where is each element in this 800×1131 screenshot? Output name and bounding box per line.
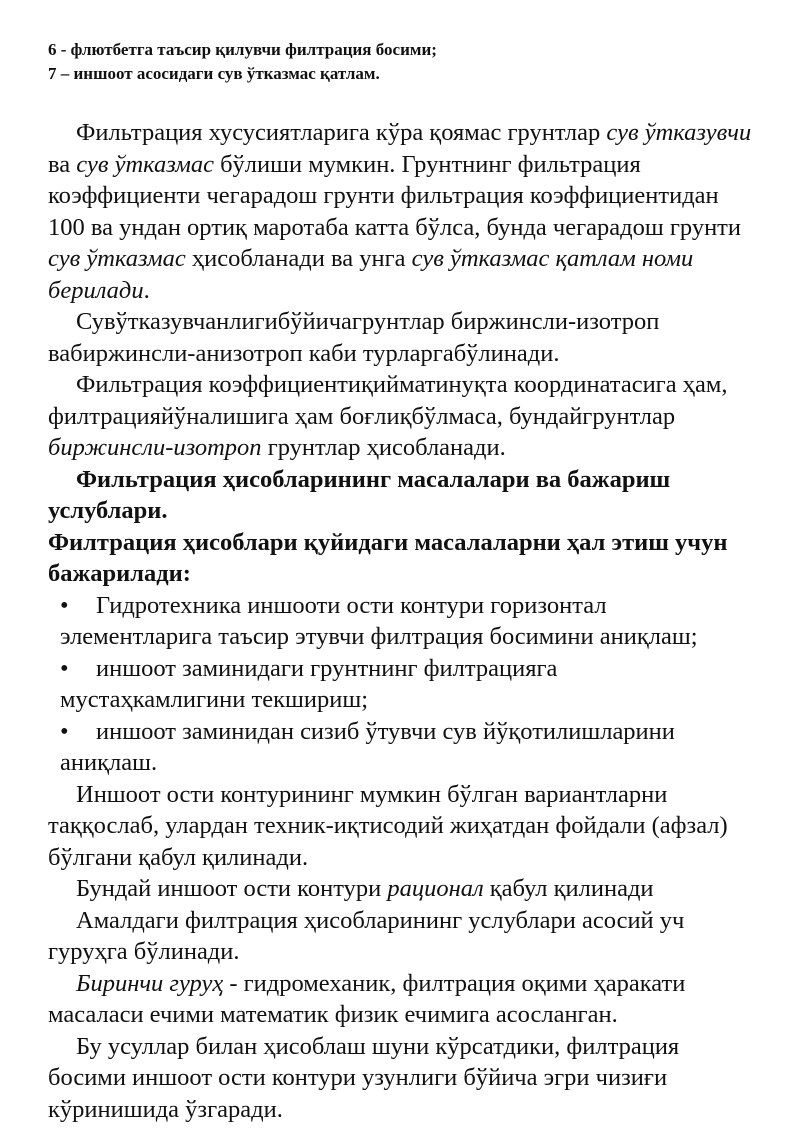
bullet-icon: • (60, 591, 69, 619)
paragraph-5: Бундай иншоот ости контури рационал қабул қилинади (76, 875, 654, 902)
paragraph-3: Фильтрация коэффициентиқийматинуқта координатасига ҳам, филтрацияйўналишига ҳам боғлиқбўлмаса, бундайгрунтлар биржинсли-изотроп грунтлар ҳисобланади. (48, 371, 728, 461)
note-line: 6 - флютбетга таъсир қилувчи филтрация босими; (48, 40, 437, 59)
italic-term: рационал (387, 875, 484, 902)
italic-term: биржинсли-изотроп (48, 434, 262, 461)
italic-term: сув ўтказмас (48, 245, 186, 272)
section-heading: Фильтрация ҳисобларининг масалалари ва бажариш услублари. (48, 465, 671, 524)
note-line: 7 – иншоот асосидаги сув ўтказмас қатлам. (48, 64, 380, 83)
bullet-text-rest: аниқлаш. (60, 749, 158, 776)
paragraph-1: Фильтрация хусусиятларига кўра қоямас грунтлар сув ўтказувчи ва сув ўтказмас бўлиши мумкин. Грунтнинг фильтрация коэффициенти чегарадош грунти фильтрация коэффициентидан 100 ва ундан ортиқ маротаба катта бўлса, бунда чегарадош грунти сув ўтказмас ҳисобланади ва унга сув ўтказмас қатлам номи берилади. (48, 119, 752, 304)
bullet-text-rest: мустаҳкамлигини текшириш; (60, 686, 369, 713)
italic-term: сув ўтказувчи (606, 119, 752, 146)
bullet-icon: • (60, 717, 69, 745)
paragraph-7: Биринчи гуруҳ - гидромеханик, филтрация оқими ҳаракати масаласи ечими математик физик ечимига асосланган. (48, 969, 686, 1028)
body-text (48, 117, 760, 1125)
paragraph-8: Бу усуллар билан ҳисоблаш шуни кўрсатдики, филтрация босими иншоот ости контури узунлиги бўйича эгри чизиғи кўринишида ўзгаради. (48, 1032, 680, 1123)
bullet-text-rest: элементларига таъсир этувчи филтрация босимини аниқлаш; (60, 623, 698, 650)
bullet-text-first-line: Гидротехника иншооти ости контури горизонтал (96, 591, 607, 619)
paragraph-6: Амалдаги филтрация ҳисобларининг услублари асосий уч гуруҳга бўлинади. (48, 906, 685, 965)
bullet-icon: • (60, 654, 69, 682)
bullet-text-first-line: иншоот заминидаги грунтнинг филтрацияга (96, 654, 558, 682)
italic-term: сув ўтказмас (76, 150, 214, 178)
bullet-text-first-line: иншоот заминидан сизиб ўтувчи сув йўқотилишларини (96, 717, 675, 745)
bullet-item (48, 590, 760, 653)
figure-notes (48, 38, 760, 86)
bullet-item (48, 653, 760, 716)
section-subheading: Филтрация ҳисоблари қуйидаги масалаларни ҳал этиш учун бажарилади: (48, 528, 728, 587)
italic-term: сув ўтказмас қатлам номи берилади (48, 245, 694, 304)
italic-term: Биринчи гуруҳ (76, 969, 224, 997)
paragraph-4: Иншоот ости контурининг мумкин бўлган вариантларни таққослаб, улардан техник-иқтисодий жиҳатдан фойдали (афзал) бўлгани қабул қилинади. (48, 780, 728, 871)
paragraph-2: Сувўтказувчанлигибўйичагрунтлар биржинсли-изотроп вабиржинсли-анизотроп каби турларгабўлинади. (48, 308, 660, 367)
bullet-item (48, 716, 760, 779)
